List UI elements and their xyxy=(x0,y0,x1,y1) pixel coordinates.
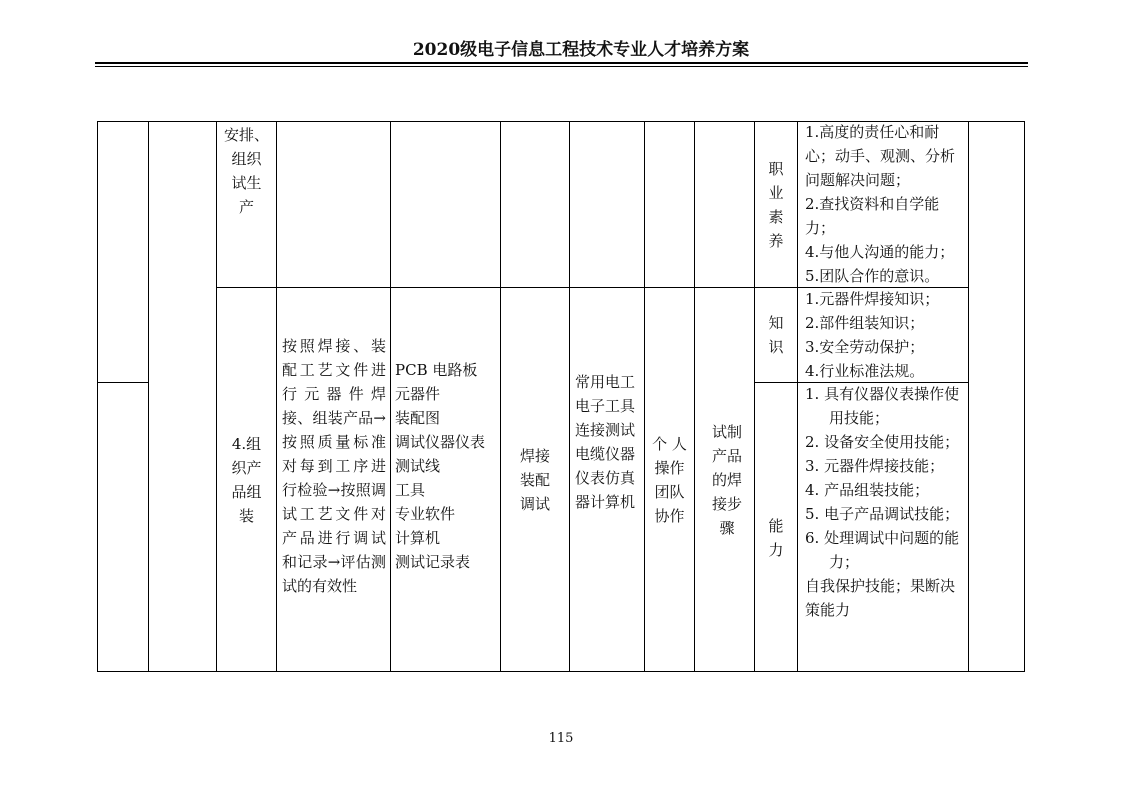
organization-line: 操作 xyxy=(654,458,685,477)
list-item: 自我保护技能；果断决策能力 xyxy=(805,577,956,619)
method-line: 焊接 xyxy=(519,446,550,465)
document-header-title: 2020级电子信息工程技术专业人才培养方案 xyxy=(412,40,750,60)
category-char: 职 xyxy=(768,159,784,178)
category-char: 识 xyxy=(768,338,784,356)
material-item: 计算机 xyxy=(395,529,441,547)
material-item: PCB 电路板 xyxy=(395,361,478,379)
category-char: 素 xyxy=(768,207,784,226)
row2-tools-cell: 常用电工电子工具连接测试电缆仪器仪表仿真器计算机 xyxy=(575,373,636,511)
column-line xyxy=(390,121,391,672)
list-item: 6. 处理调试中问题的能力； xyxy=(805,529,960,571)
table-border-left xyxy=(97,121,98,672)
list-item: 1. 具有仪器仪表操作使用技能； xyxy=(805,385,960,427)
row2-organization-cell xyxy=(645,288,694,671)
list-item: 2. 设备安全使用技能； xyxy=(805,433,960,451)
list-item: 2.查找资料和自学能力； xyxy=(805,195,940,237)
material-item: 工具 xyxy=(395,481,426,499)
material-item: 装配图 xyxy=(395,409,441,427)
list-item: 5. 电子产品调试技能； xyxy=(805,505,960,523)
list-item: 1.元器件焊接知识； xyxy=(805,290,940,308)
row2-method-cell xyxy=(501,288,569,671)
row2-materials-cell xyxy=(395,358,499,574)
organization-line: 协作 xyxy=(654,506,685,525)
list-item: 4.行业标准法规。 xyxy=(805,362,925,380)
material-item: 测试记录表 xyxy=(395,553,471,571)
column-line xyxy=(968,121,969,672)
category-char: 业 xyxy=(768,183,784,202)
row2-task-line: 装 xyxy=(238,506,254,525)
category-char: 养 xyxy=(768,231,784,250)
row1-task-line: 产 xyxy=(238,198,254,216)
category-char: 知 xyxy=(768,314,784,332)
material-item: 元器件 xyxy=(395,385,441,403)
material-item: 测试线 xyxy=(395,457,441,475)
list-item: 5.团队合作的意识。 xyxy=(805,267,940,285)
ability-category-cell xyxy=(755,383,797,671)
category-char: 能 xyxy=(768,517,784,535)
row1-task-line: 安排、 xyxy=(223,126,269,144)
row2-result-cell: 试制产品的焊接步骤 xyxy=(711,423,742,537)
column-line xyxy=(694,121,695,672)
method-line: 调试 xyxy=(519,494,550,513)
row1-task-line: 试生 xyxy=(231,174,262,192)
table-border-right xyxy=(1024,121,1025,672)
page-number: 115 xyxy=(548,731,574,746)
row1-task-cell xyxy=(217,123,276,219)
column-line xyxy=(569,121,570,672)
ability-list xyxy=(798,382,968,622)
column-line xyxy=(148,121,149,672)
method-line: 装配 xyxy=(519,470,550,489)
row1-category-cell xyxy=(755,122,797,287)
curriculum-table xyxy=(97,121,1025,672)
list-item: 1.高度的责任心和耐心；动手、观测、分析问题解决问题； xyxy=(805,123,956,189)
header-rule-thick xyxy=(95,62,1028,64)
row-line xyxy=(97,382,149,383)
row2-task-line: 品组 xyxy=(231,482,262,501)
knowledge-list xyxy=(798,287,968,383)
row1-task-line: 组织 xyxy=(231,150,262,168)
list-item: 3. 元器件焊接技能； xyxy=(805,457,945,475)
list-item: 4.与他人沟通的能力； xyxy=(805,243,955,261)
organization-line: 个 人 xyxy=(652,434,687,453)
list-item: 4. 产品组装技能； xyxy=(805,481,930,499)
column-line xyxy=(276,121,277,672)
row2-process-cell: 按照焊接、装配工艺文件进行元器件焊接、组装产品→按照质量标准对每到工序进行检验→按照调试工艺文件对产品进行调试和记录→评估测试的有效性 xyxy=(282,337,386,595)
row2-task-cell xyxy=(217,288,276,671)
table-border-bottom xyxy=(97,671,1025,672)
row1-literacy-list xyxy=(798,120,968,288)
header-rule-thin xyxy=(95,66,1028,67)
material-item: 调试仪器仪表 xyxy=(395,433,486,451)
list-item: 3.安全劳动保护； xyxy=(805,338,925,356)
knowledge-category-cell xyxy=(755,288,797,382)
material-item: 专业软件 xyxy=(395,505,456,523)
organization-line: 团队 xyxy=(654,482,685,501)
category-char: 力 xyxy=(768,541,784,559)
row2-task-line: 4.组 xyxy=(231,434,262,453)
row2-task-line: 织产 xyxy=(231,458,262,477)
list-item: 2.部件组装知识； xyxy=(805,314,925,332)
